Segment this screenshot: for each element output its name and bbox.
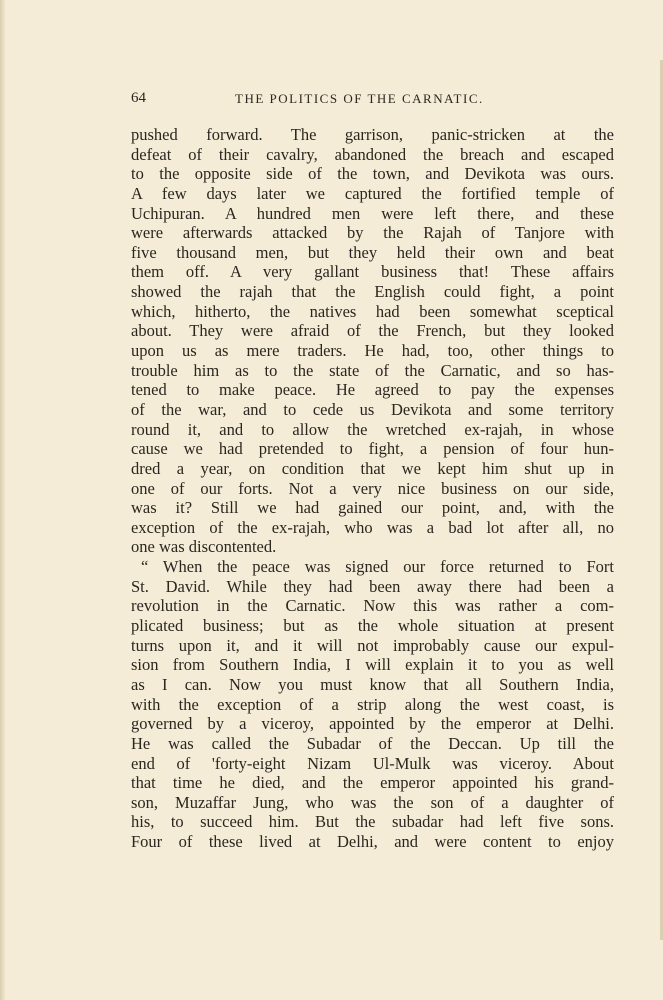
text-line: A few days later we captured the fortified temple of <box>131 183 614 203</box>
text-line: was it? Still we had gained our point, and, with the <box>131 498 614 518</box>
text-line: five thousand men, but they held their own and beat <box>131 242 614 262</box>
text-line: revolution in the Carnatic. Now this was rather a com- <box>131 596 614 616</box>
text-line: of the war, and to cede us Devikota and some territory <box>131 399 614 419</box>
page-number: 64 <box>131 90 146 106</box>
text-line: his, to succeed him. But the subadar had left five sons. <box>131 812 614 832</box>
text-line: end of 'forty-eight Nizam Ul-Mulk was viceroy. About <box>131 753 614 773</box>
text-line: cause we had pretended to fight, a pension of four hun- <box>131 439 614 459</box>
text-line: pushed forward. The garrison, panic-stricken at the <box>131 125 614 144</box>
text-line: sion from Southern India, I will explain it to you as well <box>131 655 614 675</box>
body-text <box>131 125 614 852</box>
text-line: about. They were afraid of the French, but they looked <box>131 321 614 341</box>
text-line: plicated business; but as the whole situation at present <box>131 616 614 636</box>
text-line: Uchipuran. A hundred men were left there, and these <box>131 203 614 223</box>
text-line: defeat of their cavalry, abandoned the breach and escaped <box>131 144 614 164</box>
text-line: as I can. Now you must know that all Southern India, <box>131 674 614 694</box>
text-line: turns upon it, and it will not improbably cause our expul- <box>131 635 614 655</box>
text-line: were afterwards attacked by the Rajah of Tanjore with <box>131 223 614 243</box>
text-line: tened to make peace. He agreed to pay the expenses <box>131 380 614 400</box>
text-line: round it, and to allow the wretched ex-rajah, in whose <box>131 419 614 439</box>
text-line: showed the rajah that the English could fight, a point <box>131 282 614 302</box>
running-head <box>131 90 614 110</box>
text-line: St. David. While they had been away there had been a <box>131 576 614 596</box>
text-line: upon us as mere traders. He had, too, other things to <box>131 341 614 361</box>
text-line: son, Muzaffar Jung, who was the son of a daughter of <box>131 792 614 812</box>
text-line: which, hitherto, the natives had been somewhat sceptical <box>131 301 614 321</box>
text-line: with the exception of a strip along the west coast, is <box>131 694 614 714</box>
text-line: them off. A very gallant business that! These affairs <box>131 262 614 282</box>
text-line: to the opposite side of the town, and Devikota was ours. <box>131 164 614 184</box>
page-edge-shadow <box>0 0 6 1000</box>
text-line: dred a year, on condition that we kept him shut up in <box>131 458 614 478</box>
text-line: Four of these lived at Delhi, and were content to enjoy <box>131 832 614 852</box>
running-title: THE POLITICS OF THE CARNATIC. <box>235 91 484 106</box>
text-line: He was called the Subadar of the Deccan. Up till the <box>131 733 614 753</box>
text-line: exception of the ex-rajah, who was a bad lot after all, no <box>131 517 614 537</box>
text-line: that time he died, and the emperor appointed his grand- <box>131 773 614 793</box>
text-line paragraph-start: “ When the peace was signed our force returned to Fort <box>141 557 614 577</box>
text-line paragraph-end: one was discontented. <box>131 537 277 557</box>
text-line: trouble him as to the state of the Carnatic, and so has- <box>131 360 614 380</box>
text-line: governed by a viceroy, appointed by the emperor at Delhi. <box>131 714 614 734</box>
text-line: one of our forts. Not a very nice business on our side, <box>131 478 614 498</box>
